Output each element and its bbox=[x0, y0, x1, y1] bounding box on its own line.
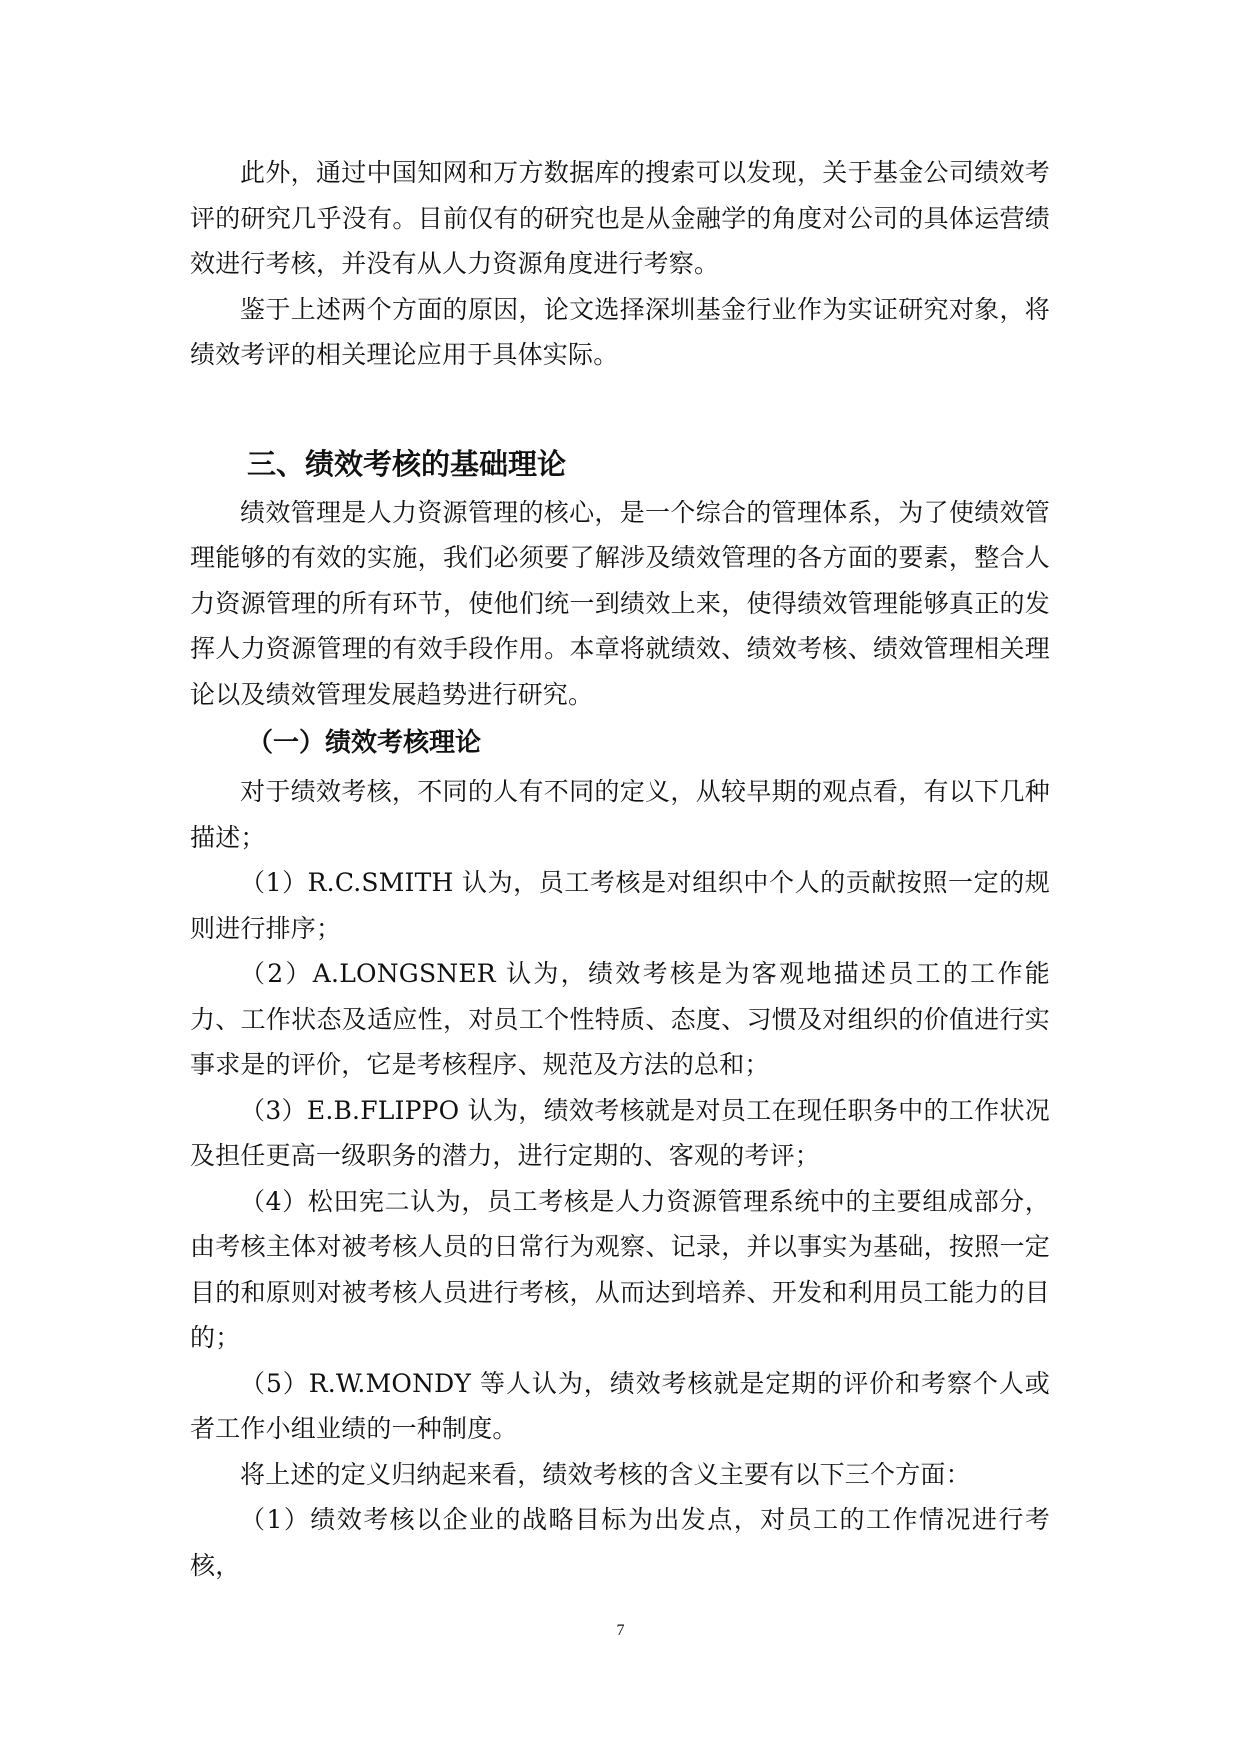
subsection-heading: （一）绩效考核理论 bbox=[247, 728, 482, 758]
paragraph-search-findings: 此外，通过中国知网和万方数据库的搜索可以发现，关于基金公司绩效考评的研究几乎没有。目前仅有的研究也是从金融学的角度对公司的具体运营绩效进行考核，并没有从人力资源角度进行考察。 bbox=[190, 158, 1050, 278]
page-number: 7 bbox=[616, 1622, 625, 1639]
page-content bbox=[190, 150, 1050, 1588]
paragraph-research-object: 鉴于上述两个方面的原因，论文选择深圳基金行业作为实证研究对象，将绩效考评的相关理论应用于具体实际。 bbox=[190, 294, 1050, 369]
paragraph-summary: 将上述的定义归纳起来看，绩效考核的含义主要有以下三个方面： bbox=[240, 1459, 971, 1489]
paragraph-definition-mondy: （5）R.W.MONDY 等人认为，绩效考核就是定期的评价和考察个人或者工作小组业绩的一种制度。 bbox=[190, 1368, 1050, 1443]
paragraph-definition-longsner: （2）A.LONGSNER 认为，绩效考核是为客观地描述员工的工作能力、工作状态及适应性，对员工个性特质、态度、习惯及对组织的价值进行实事求是的评价，它是考核程序、规范及方法的总和； bbox=[190, 959, 1050, 1079]
paragraph-meaning-1: （1）绩效考核以企业的战略目标为出发点，对员工的工作情况进行考核， bbox=[190, 1505, 1050, 1580]
paragraph-definition-smith: （1）R.C.SMITH 认为，员工考核是对组织中个人的贡献按照一定的规则进行排序； bbox=[190, 868, 1050, 943]
paragraph-definitions-intro: 对于绩效考核，不同的人有不同的定义，从较早期的观点看，有以下几种描述； bbox=[190, 777, 1050, 852]
paragraph-definition-matsuda: （4）松田宪二认为，员工考核是人力资源管理系统中的主要组成部分，由考核主体对被考核人员的日常行为观察、记录，并以事实为基础，按照一定目的和原则对被考核人员进行考核，从而达到培养、开发和利用员工能力的目的； bbox=[190, 1186, 1050, 1352]
section-heading: 三、绩效考核的基础理论 bbox=[247, 446, 567, 481]
paragraph-definition-flippo: （3）E.B.FLIPPO 认为，绩效考核就是对员工在现任职务中的工作状况及担任更高一级职务的潜力，进行定期的、客观的考评； bbox=[190, 1095, 1050, 1170]
section-intro-paragraph: 绩效管理是人力资源管理的核心，是一个综合的管理体系，为了使绩效管理能够的有效的实施，我们必须要了解涉及绩效管理的各方面的要素，整合人力资源管理的所有环节，使他们统一到绩效上来，使得绩效管理能够真正的发挥人力资源管理的有效手段作用。本章将就绩效、绩效考核、绩效管理相关理论以及绩效管理发展趋势进行研究。 bbox=[190, 497, 1050, 709]
